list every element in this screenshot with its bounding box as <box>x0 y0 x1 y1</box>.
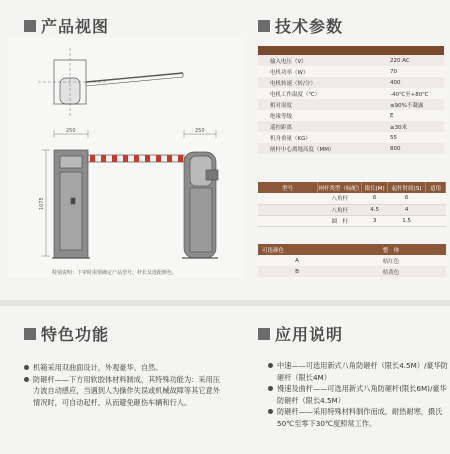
boom-cell: 八角杆 <box>318 193 362 204</box>
product-drawing <box>8 38 244 278</box>
spec-value: E <box>388 110 444 121</box>
height-dim-label: 1075 <box>39 197 45 210</box>
list-item: 中速——可选用新式八角防砸杆（限长4.5M）/豪华防砸杆（限长4M） <box>268 360 448 383</box>
color-header-cell: 可选颜色 <box>258 244 336 255</box>
cabinet-cap <box>60 156 82 168</box>
boom-header-cell: 闸杆类型（标配） <box>318 182 362 193</box>
spec-row <box>258 66 444 77</box>
spec-row <box>258 88 444 99</box>
spec-label: 机身重量（KG） <box>258 132 388 143</box>
spec-value: 55 <box>388 132 444 143</box>
spec-label: 闸杆中心离地高度（MM） <box>258 143 388 154</box>
table-row <box>258 255 446 266</box>
table-row <box>258 204 446 215</box>
boom-cell: 1.5 <box>388 215 426 226</box>
door-lock-icon <box>71 198 75 204</box>
boom-cell <box>258 193 318 204</box>
spec-row <box>258 99 444 110</box>
spec-label: 遥控距离 <box>258 121 388 132</box>
top-view-boom <box>86 73 183 82</box>
spec-row <box>258 132 444 143</box>
usage-title: 应用说明 <box>275 325 344 344</box>
color-cell: 桔红色 <box>336 255 446 266</box>
section-square-icon <box>258 20 270 32</box>
spec-value: ≥30米 <box>388 121 444 132</box>
boom-cell: 6 <box>388 193 426 204</box>
spec-label: 绝缘等级 <box>258 110 388 121</box>
spec-row <box>258 55 444 66</box>
boom-cell: 圆 杆 <box>318 215 362 226</box>
list-item: 慢速及曲杆——可选用新式八角防砸杆(限长6M)/豪华防砸杆（限长4.5M） <box>268 383 448 406</box>
spec-row <box>258 77 444 88</box>
boom-cell: 4 <box>388 204 426 215</box>
spec-table <box>258 46 444 154</box>
barrier-gate-drawing <box>8 38 244 278</box>
color-cell: 桔黄色 <box>336 266 446 277</box>
spec-label: 相对湿度 <box>258 99 388 110</box>
table-row <box>258 193 446 204</box>
section-divider <box>0 300 450 306</box>
top-view <box>38 48 183 118</box>
spec-row <box>258 121 444 132</box>
features-title: 特色功能 <box>41 325 110 344</box>
list-item: 防砸杆——采用特殊材料制作而成，耐热耐寒，摄氏50℃至零下30℃度照常工作。 <box>268 406 448 429</box>
boom-cell <box>426 193 446 204</box>
spec-row <box>258 143 444 154</box>
dim-label-2: 250 <box>195 128 205 134</box>
spec-label: 电机转速（转/分） <box>258 77 388 88</box>
boom-header-cell: 限长(M) <box>362 182 388 193</box>
spec-label: 电机功率（W） <box>258 66 388 77</box>
spec-row <box>258 110 444 121</box>
product-view-header <box>24 14 109 37</box>
boom-header-cell: 适用 <box>426 182 446 193</box>
cabinet-door <box>60 172 82 250</box>
boom-header-cell: 起杆时间(S) <box>388 182 426 193</box>
features-header <box>24 322 109 345</box>
product-view-title: 产品视图 <box>41 17 110 36</box>
table-row <box>258 266 446 277</box>
boom-header-cell: 型号 <box>258 182 318 193</box>
color-header-cell: 整 体 <box>336 244 446 255</box>
features-list <box>24 362 224 408</box>
section-square-icon <box>24 328 36 340</box>
boom-stripes <box>90 155 183 162</box>
spec-value: 400 <box>388 77 444 88</box>
boom-cell: 4.5 <box>362 204 388 215</box>
spec-value: 800 <box>388 143 444 154</box>
list-item: 防砸杆——下方用软胶体材料制成，其特殊功能为：采用压力波自动感应，当遇到人为操作失误或机械故障等其它意外情况时，可自动起杆，从而避免砸伤车辆和行人。 <box>24 374 224 409</box>
boom-cell <box>426 204 446 215</box>
boom-table-header <box>258 182 446 193</box>
boom-cell <box>426 215 446 226</box>
product-note: 特别说明：下审时需要确定产品型号、杆长及选配颜色。 <box>52 270 178 276</box>
spec-value: 220 AC <box>388 55 444 66</box>
list-item: 机箱采用双曲面设计，外观豪华、自然。 <box>24 362 224 374</box>
spec-label: 输入电压（V） <box>258 55 388 66</box>
front-elevation <box>52 150 218 258</box>
tech-params-title: 技术参数 <box>275 17 344 36</box>
boom-cell: 3 <box>362 215 388 226</box>
spec-value: 70 <box>388 66 444 77</box>
color-cell: A <box>258 255 336 266</box>
spec-label: 电机工作温度（℃） <box>258 88 388 99</box>
top-view-boom-edge <box>86 77 183 86</box>
usage-header <box>258 322 343 345</box>
color-table <box>258 244 446 277</box>
width-dimensions <box>54 128 216 138</box>
boom-cell <box>258 215 318 226</box>
boom-table <box>258 182 446 227</box>
boom-cell <box>258 204 318 215</box>
color-cell: B <box>258 266 336 277</box>
boom-cell: 八角杆 <box>318 204 362 215</box>
boom-cell: 6 <box>362 193 388 204</box>
height-dimension <box>39 150 50 256</box>
tech-params-header <box>258 14 343 37</box>
color-table-header <box>258 244 446 255</box>
dim-label-1: 250 <box>66 128 76 134</box>
side-motor-icon <box>206 170 218 180</box>
spec-value: -40℃至+80℃ <box>388 88 444 99</box>
side-panel <box>190 188 212 252</box>
spec-table-header <box>258 46 444 55</box>
usage-list <box>268 360 448 429</box>
spec-value: ≤90%不凝露 <box>388 99 444 110</box>
table-row <box>258 215 446 226</box>
section-square-icon <box>258 328 270 340</box>
section-square-icon <box>24 20 36 32</box>
